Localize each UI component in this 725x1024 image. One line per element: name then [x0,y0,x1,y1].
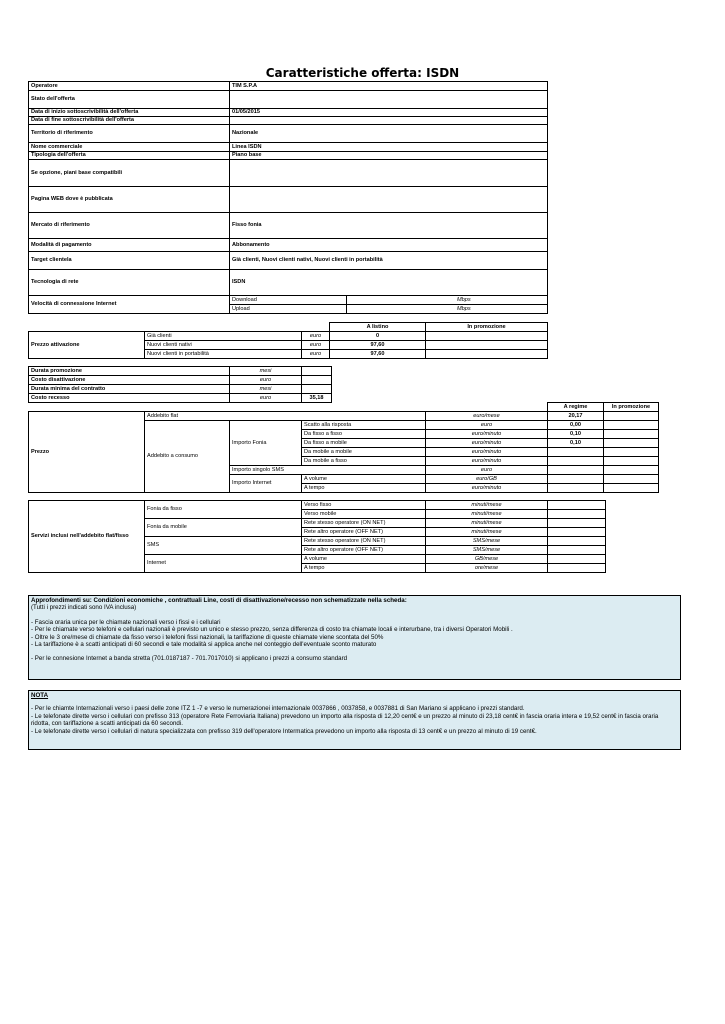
duration-unit: mesi [230,385,302,394]
sms-label: Importo singolo SMS [230,466,426,475]
info-label: Modalità di pagamento [29,239,230,252]
speed-download-label: Download [230,296,347,305]
flat-promo [604,412,659,421]
header-listino: A listino [330,323,426,332]
info-value: Fisso fonia [230,213,548,239]
duration-unit: euro [230,394,302,403]
service-row-unit: GB/mese [426,555,548,564]
internet-row-unit: euro/GB [426,475,548,484]
service-row-value [548,537,606,546]
services-table [28,500,606,573]
info-table [28,81,548,314]
info-value: TIM S.P.A [230,82,548,91]
activation-row-name: Nuovi clienti in portabilità [145,350,302,359]
duration-label: Costo disattivazione [29,376,230,385]
info-label: Tipologia dell'offerta [29,152,230,160]
sms-unit: euro [426,466,548,475]
fonia-row-name: Da mobile a fisso [302,457,426,466]
info-value: Nazionale [230,125,548,143]
flat-unit: euro/mese [426,412,548,421]
price-label: Prezzo [29,412,145,493]
service-row-name: Rete stesso operatore (ON NET) [302,537,426,546]
fonia-row-unit: euro/minuto [426,430,548,439]
nota-line: - Le telefonate dirette verso i cellulari con prefisso 313 (operatore Rete Ferroviaria Italiana) prevedono un importo alla risposta di 12,20 cent€ e un prezzo al minuto di 23,18 cent€ in fascia oraria intera e 19,52 cent€ in fascia oraria ridotta, con tariffazione a scatti anticipati da 60 secondi. [31,712,659,728]
service-row-name: Verso fisso [302,501,426,510]
service-group-label: Internet [145,555,302,573]
service-row-unit: minuti/mese [426,528,548,537]
info-label: Se opzione, piani base compatibili [29,160,230,187]
service-row-unit: minuti/mese [426,501,548,510]
service-group-label: SMS [145,537,302,555]
fonia-row-value [548,457,604,466]
nota-heading: NOTA [31,692,49,699]
duration-value: 35,18 [302,394,332,403]
fonia-row-value: 0,00 [548,421,604,430]
price-table [28,402,659,493]
fonia-row-promo [604,421,659,430]
nota-box [28,690,681,750]
info-label: Data di inizio sottoscrivibilità dell'offerta [29,109,230,117]
activation-row-promo [426,332,548,341]
approfondimenti-box [28,595,681,680]
fonia-row-value [548,448,604,457]
duration-label: Durata minima del contratto [29,385,230,394]
service-row-value [548,546,606,555]
internet-row-unit: euro/minuto [426,484,548,493]
service-row-name: Rete altro operatore (OFF NET) [302,546,426,555]
approfondimenti-line: - Fascia oraria unica per le chiamate nazionali verso i fissi e i cellulari [31,618,221,626]
activation-row-name: Nuovi clienti nativi [145,341,302,350]
fonia-row-promo [604,430,659,439]
fonia-row-name: Scatto alla risposta [302,421,426,430]
info-value [230,91,548,109]
duration-label: Costo recesso [29,394,230,403]
duration-unit: euro [230,376,302,385]
approfondimenti-line: - Per le connesione Internet a banda stretta (701.0187187 - 701.7017010) si applicano i prezzi a consumo standard [31,655,348,663]
speed-label: Velocità di connessione Internet [29,296,230,314]
page-title: Caratteristiche offerta: ISDN [265,66,460,80]
approfondimenti-heading: Approfondimenti su: Condizioni economiche , contrattuali Line, costi di disattivazione/recesso non schematizzate nella scheda: [31,597,407,604]
internet-row-value [548,475,604,484]
service-row-unit: SMS/mese [426,537,548,546]
fonia-row-value: 0,10 [548,439,604,448]
speed-upload-label: Upload [230,305,347,314]
internet-label: Importo Internet [230,475,302,493]
internet-row-promo [604,475,659,484]
nota-line: - Le telefonate dirette verso i cellulari di natura specializzata con prefisso 319 dell'operatore Intermatica prevedono un importo alla risposta di 13 cent€ e un prezzo al minuto di 19 cent€. [31,727,537,735]
fonia-row-name: Da mobile a mobile [302,448,426,457]
info-value [230,117,548,125]
service-row-value [548,501,606,510]
activation-row-promo [426,350,548,359]
activation-label: Prezzo attivazione [29,332,145,359]
info-value: Piano base [230,152,548,160]
info-label: Operatore [29,82,230,91]
fonia-row-promo [604,448,659,457]
sms-promo [604,466,659,475]
header-regime: A regime [548,403,604,412]
service-row-value [548,564,606,573]
approfondimenti-line: - Per le chiamate verso telefoni e cellulari nazionali è previsto un unico e stesso prezzo, senza differenza di costo tra chiamate locali e interurbane, tra i diversi Operatori Mobili . [31,626,513,634]
service-row-name: Verso mobile [302,510,426,519]
info-label: Pagina WEB dove è pubblicata [29,187,230,213]
fonia-row-name: Da fisso a mobile [302,439,426,448]
activation-row-unit: euro [302,332,330,341]
duration-unit: mesi [230,367,302,376]
service-row-name: Rete stesso operatore (ON NET) [302,519,426,528]
activation-row-listino: 97,60 [330,350,426,359]
service-group-label: Fonia da mobile [145,519,302,537]
service-row-value [548,528,606,537]
internet-row-name: A tempo [302,484,426,493]
header-promo: In promozione [426,323,548,332]
duration-label: Durata promozione [29,367,230,376]
info-label: Tecnologia di rete [29,270,230,296]
fonia-row-unit: euro [426,421,548,430]
fonia-label: Importo Fonia [230,421,302,466]
info-value [230,187,548,213]
approfondimenti-line: - Oltre le 3 ore/mese di chiamate da fisso verso i telefoni fissi nazionali, la tariffazione di queste chiamate viene scontata del 50% [31,633,384,641]
service-row-unit: minuti/mese [426,519,548,528]
consumo-label: Addebito a consumo [145,421,230,493]
service-row-name: A volume [302,555,426,564]
duration-value [302,385,332,394]
info-value: Già clienti, Nuovi clienti nativi, Nuovi clienti in portabilità [230,252,548,270]
info-value: ISDN [230,270,548,296]
sms-value [548,466,604,475]
nota-line: - Per le chiamte Internazionali verso i paesi delle zone ITZ 1 -7 e verso le numerazionei internazionale 0037866 , 0037858, e 0037881 di San Mariano si applicano i prezzi standard. [31,705,525,713]
fonia-row-unit: euro/minuto [426,439,548,448]
internet-row-promo [604,484,659,493]
fonia-row-unit: euro/minuto [426,457,548,466]
speed-upload-unit: Mbps [347,305,548,314]
fonia-row-name: Da fisso a fisso [302,430,426,439]
activation-row-listino: 97,60 [330,341,426,350]
duration-table [28,366,332,403]
fonia-row-value: 0,10 [548,430,604,439]
info-label: Data di fine sottoscrivibilità dell'offerta [29,117,230,125]
info-label: Target clientela [29,252,230,270]
flat-value: 20,17 [548,412,604,421]
fonia-row-unit: euro/minuto [426,448,548,457]
info-label: Mercato di riferimento [29,213,230,239]
service-group-label: Fonia da fisso [145,501,302,519]
activation-row-promo [426,341,548,350]
info-label: Stato dell'offerta [29,91,230,109]
approfondimenti-line: - La tariffazione è a scatti anticipati di 60 secondi e tale modalità si applica anche nel conteggio dell'eventuale sconto maturato [31,641,377,649]
fonia-row-promo [604,457,659,466]
service-row-name: A tempo [302,564,426,573]
services-label: Servizi inclusi nell'addebito flat/fisso [29,501,145,573]
duration-value [302,367,332,376]
internet-row-name: A volume [302,475,426,484]
activation-row-unit: euro [302,341,330,350]
service-row-unit: minuti/mese [426,510,548,519]
activation-row-listino: 0 [330,332,426,341]
activation-row-name: Già clienti [145,332,302,341]
activation-row-unit: euro [302,350,330,359]
service-row-name: Rete altro operatore (OFF NET) [302,528,426,537]
speed-download-unit: Mbps [347,296,548,305]
flat-label: Addebito flat [145,412,426,421]
info-value: Linea ISDN [230,143,548,152]
info-value [230,160,548,187]
duration-value [302,376,332,385]
service-row-value [548,519,606,528]
approfondimenti-subheading: (Tutti i prezzi indicati sono IVA inclusa) [31,604,137,612]
info-value: Abbonamento [230,239,548,252]
service-row-unit: SMS/mese [426,546,548,555]
internet-row-value [548,484,604,493]
activation-table [28,322,548,359]
service-row-value [548,510,606,519]
service-row-unit: ore/mese [426,564,548,573]
fonia-row-promo [604,439,659,448]
info-label: Territorio di riferimento [29,125,230,143]
header-promo: In promozione [604,403,659,412]
service-row-value [548,555,606,564]
info-label: Nome commerciale [29,143,230,152]
info-value: 01/05/2015 [230,109,548,117]
